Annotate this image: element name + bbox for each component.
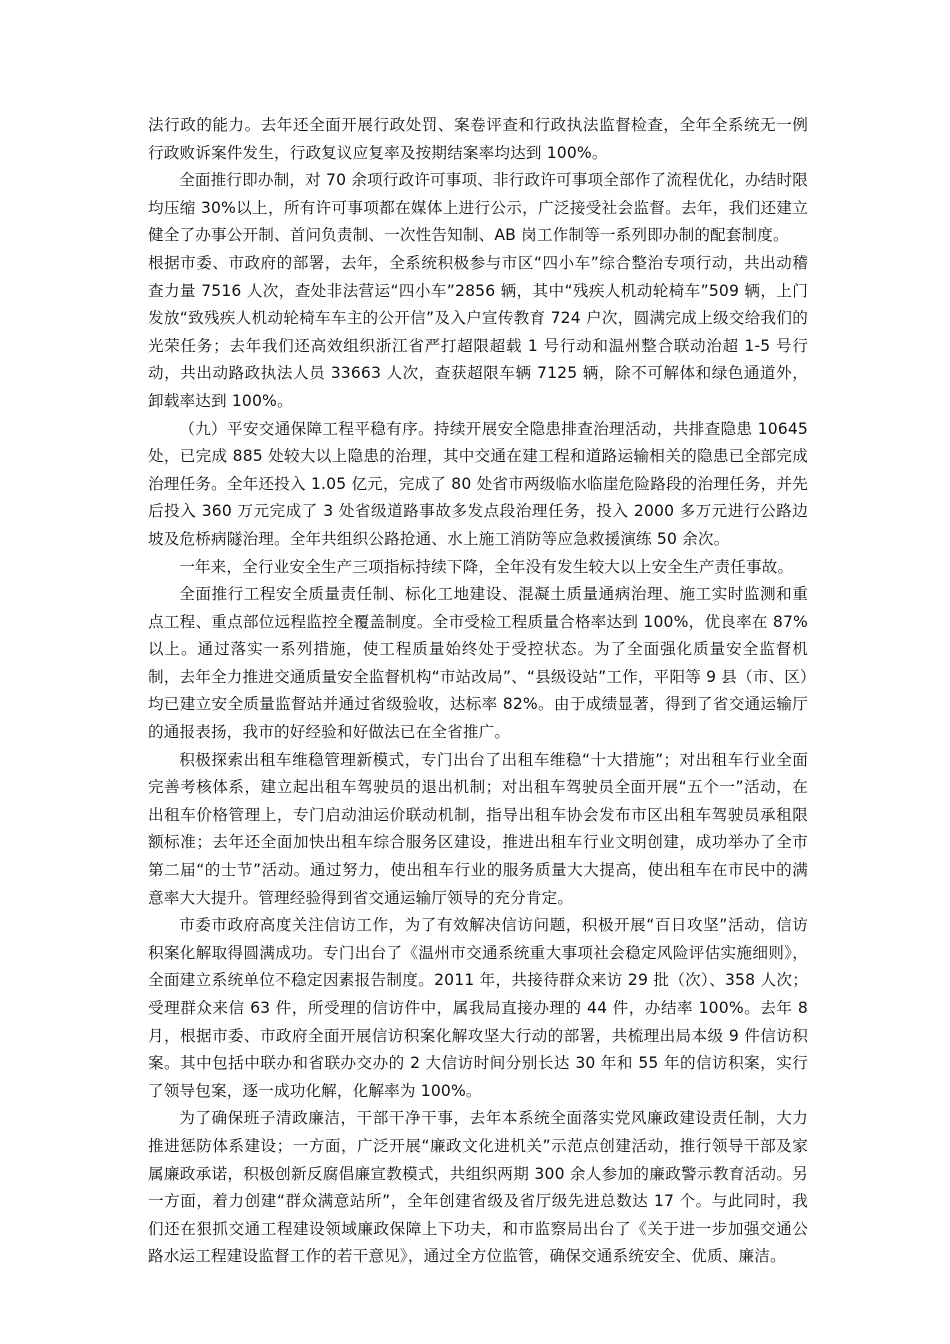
paragraph-safety-indicators: 一年来，全行业安全生产三项指标持续下降，全年没有发生较大以上安全生产责任事故。 xyxy=(179,557,794,576)
paragraph-safe-traffic-project: （九）平安交通保障工程平稳有序。持续开展安全隐患排查治理活动，共排查隐患 10645 处，已完成 885 处较大以上隐患的治理，其中交通在建工程和道路运输相关的隐患已全部完成治理任务。全年还投入 1.05 亿元，完成了 80 处省市两级临水临崖危险路段的治理任务，并先后投入 360 万元完成了 3 处省级道路事故多发点段治理任务，投入 2000 多万元进行公路边坡及危桥病隧治理。全年共组织公路抢通、水上施工消防等应急救援演练 50 余次。 xyxy=(148,419,808,548)
paragraph-engineering-quality: 全面推行工程安全质量责任制、标化工地建设、混凝土质量通病治理、施工实时监测和重点工程、重点部位远程监控全覆盖制度。全市受检工程质量合格率达到 100%，优良率在 87%以上。通过落实一系列措施，使工程质量始终处于受控状态。为了全面强化质量安全监督机制，去年全力推进交通质量安全监督机构“市站改局”、“县级设站”工作，平阳等 9 县（市、区）均已建立安全质量监督站并通过省级验收，达标率 82%。由于成绩显著，得到了省交通运输厅的通报表扬，我市的好经验和好做法已在全省推广。 xyxy=(148,585,808,742)
paragraph-immediate-handling-system: 全面推行即办制，对 70 余项行政许可事项、非行政许可事项全部作了流程优化，办结时限均压缩 30%以上，所有许可事项都在媒体上进行公示，广泛接受社会监督。去年，我们还建立健全了办事公开制、首问负责制、一次性告知制、AB 岗工作制等一系列即办制的配套制度。 xyxy=(148,171,808,245)
paragraph-administrative-law: 法行政的能力。去年还全面开展行政处罚、案卷评查和行政执法监督检查，全年全系统无一例行政败诉案件发生，行政复议应复率及按期结案率均达到 100%。 xyxy=(148,116,808,162)
document-body xyxy=(148,112,808,1271)
paragraph-petition-work: 市委市政府高度关注信访工作，为了有效解决信访问题，积极开展“百日攻坚”活动，信访积案化解取得圆满成功。专门出台了《温州市交通系统重大事项社会稳定风险评估实施细则》，全面建立系统单位不稳定因素报告制度。2011 年，共接待群众来访 29 批（次）、358 人次；受理群众来信 63 件，所受理的信访件中，属我局直接办理的 44 件，办结率 100%。去年 8 月，根据市委、市政府全面开展信访积案化解攻坚大行动的部署，共梳理出局本级 9 件信访积案。其中包括中联办和省联办交办的 2 大信访时间分别长达 30 年和 55 年的信访积案，实行了领导包案，逐一成功化解，化解率为 100%。 xyxy=(148,916,808,1100)
paragraph-taxi-management: 积极探索出租车维稳管理新模式，专门出台了出租车维稳“十大措施”；对出租车行业全面完善考核体系，建立起出租车驾驶员的退出机制；对出租车驾驶员全面开展“五个一”活动，在出租车价格管理上，专门启动油运价联动机制，指导出租车协会发布市区出租车驾驶员承租限额标准；去年还全面加快出租车综合服务区建设，推进出租车行业文明创建，成功举办了全市第二届“的士节”活动。通过努力，使出租车行业的服务质量大大提高，使出租车在市民中的满意率大大提升。管理经验得到省交通运输厅领导的充分肯定。 xyxy=(148,750,808,907)
paragraph-integrity-building: 为了确保班子清政廉洁，干部干净干事，去年本系统全面落实党风廉政建设责任制，大力推进惩防体系建设；一方面，广泛开展“廉政文化进机关”示范点创建活动，推行领导干部及家属廉政承诺，积极创新反腐倡廉宣教模式，共组织两期 300 余人参加的廉政警示教育活动。另一方面，着力创建“群众满意站所”，全年创建省级及省厅级先进总数达 17 个。与此同时，我们还在狠抓交通工程建设领域廉政保障上下功夫，和市监察局出台了《关于进一步加强交通公路水运工程建设监督工作的若干意见》，通过全方位监管，确保交通系统安全、优质、廉洁。 xyxy=(148,1109,808,1266)
paragraph-four-small-vehicles: 根据市委、市政府的部署，去年，全系统积极参与市区“四小车”综合整治专项行动，共出动稽查力量 7516 人次，查处非法营运“四小车”2856 辆，其中“残疾人机动轮椅车”509 辆，上门发放“致残疾人机动轮椅车车主的公开信”及入户宣传教育 724 户次，圆满完成上级交给我们的光荣任务；去年我们还高效组织浙江省严打超限超载 1 号行动和温州整合联动治超 1-5 号行动，共出动路政执法人员 33663 人次，查获超限车辆 7125 辆，除不可解体和绿色通道外，卸载率达到 100%。 xyxy=(148,253,808,410)
